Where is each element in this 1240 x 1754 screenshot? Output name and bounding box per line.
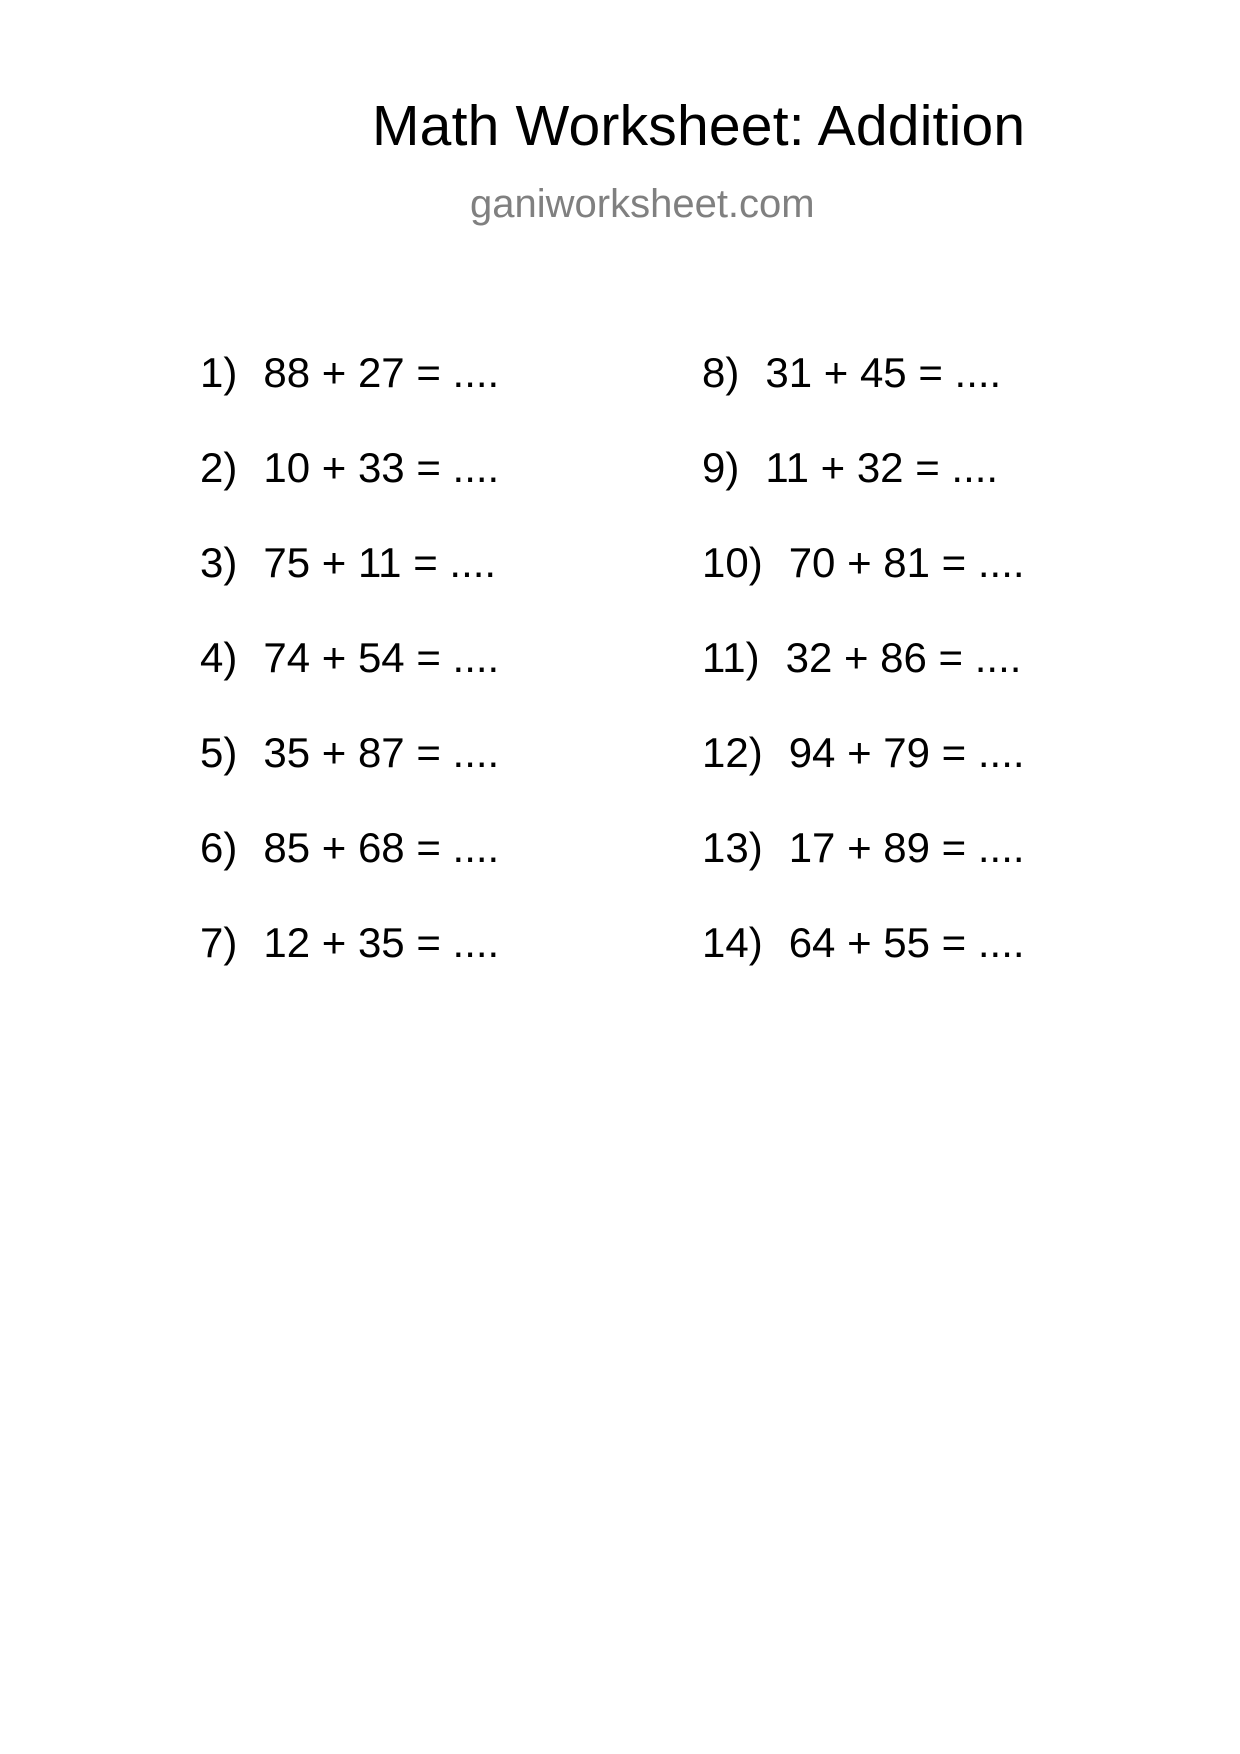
problem-number: 4) bbox=[200, 634, 238, 681]
problem-number: 1) bbox=[200, 349, 238, 396]
problem-expression: 32 + 86 = .... bbox=[785, 634, 1022, 681]
problem-13 bbox=[702, 824, 1025, 922]
problem-5 bbox=[200, 729, 500, 827]
problem-14 bbox=[702, 919, 1025, 1017]
problem-expression: 70 + 81 = .... bbox=[788, 539, 1025, 586]
problem-expression: 31 + 45 = .... bbox=[765, 349, 1002, 396]
problem-expression: 11 + 32 = .... bbox=[765, 444, 999, 491]
problem-number: 14) bbox=[702, 919, 763, 966]
page-title: Math Worksheet: Addition bbox=[372, 94, 1026, 158]
problem-number: 5) bbox=[200, 729, 238, 776]
problem-number: 12) bbox=[702, 729, 763, 776]
problem-12 bbox=[702, 729, 1025, 827]
problem-number: 2) bbox=[200, 444, 238, 491]
problem-number: 10) bbox=[702, 539, 763, 586]
problem-expression: 88 + 27 = .... bbox=[263, 349, 500, 396]
problem-expression: 12 + 35 = .... bbox=[263, 919, 500, 966]
problem-4 bbox=[200, 634, 500, 732]
problem-11 bbox=[702, 634, 1025, 732]
problem-expression: 94 + 79 = .... bbox=[788, 729, 1025, 776]
problem-number: 7) bbox=[200, 919, 238, 966]
problem-expression: 35 + 87 = .... bbox=[263, 729, 500, 776]
problem-number: 6) bbox=[200, 824, 238, 871]
problem-number: 13) bbox=[702, 824, 763, 871]
problem-10 bbox=[702, 539, 1025, 637]
problem-expression: 85 + 68 = .... bbox=[263, 824, 500, 871]
problem-expression: 10 + 33 = .... bbox=[263, 444, 500, 491]
site-url: ganiworksheet.com bbox=[470, 182, 815, 226]
problem-8 bbox=[702, 349, 1025, 447]
problem-7 bbox=[200, 919, 500, 1017]
problem-number: 3) bbox=[200, 539, 238, 586]
problems-column-right bbox=[702, 349, 1025, 1017]
problem-2 bbox=[200, 444, 500, 542]
problem-expression: 17 + 89 = .... bbox=[788, 824, 1025, 871]
problem-1 bbox=[200, 349, 500, 447]
problem-3 bbox=[200, 539, 499, 637]
problem-expression: 74 + 54 = .... bbox=[263, 634, 500, 681]
problem-number: 9) bbox=[702, 444, 740, 491]
problem-number: 11) bbox=[702, 634, 760, 681]
problems-column-left bbox=[200, 349, 500, 1017]
problem-number: 8) bbox=[702, 349, 740, 396]
problem-expression: 64 + 55 = .... bbox=[788, 919, 1025, 966]
problem-expression: 75 + 11 = .... bbox=[263, 539, 497, 586]
problem-9 bbox=[702, 444, 1025, 542]
problem-6 bbox=[200, 824, 500, 922]
